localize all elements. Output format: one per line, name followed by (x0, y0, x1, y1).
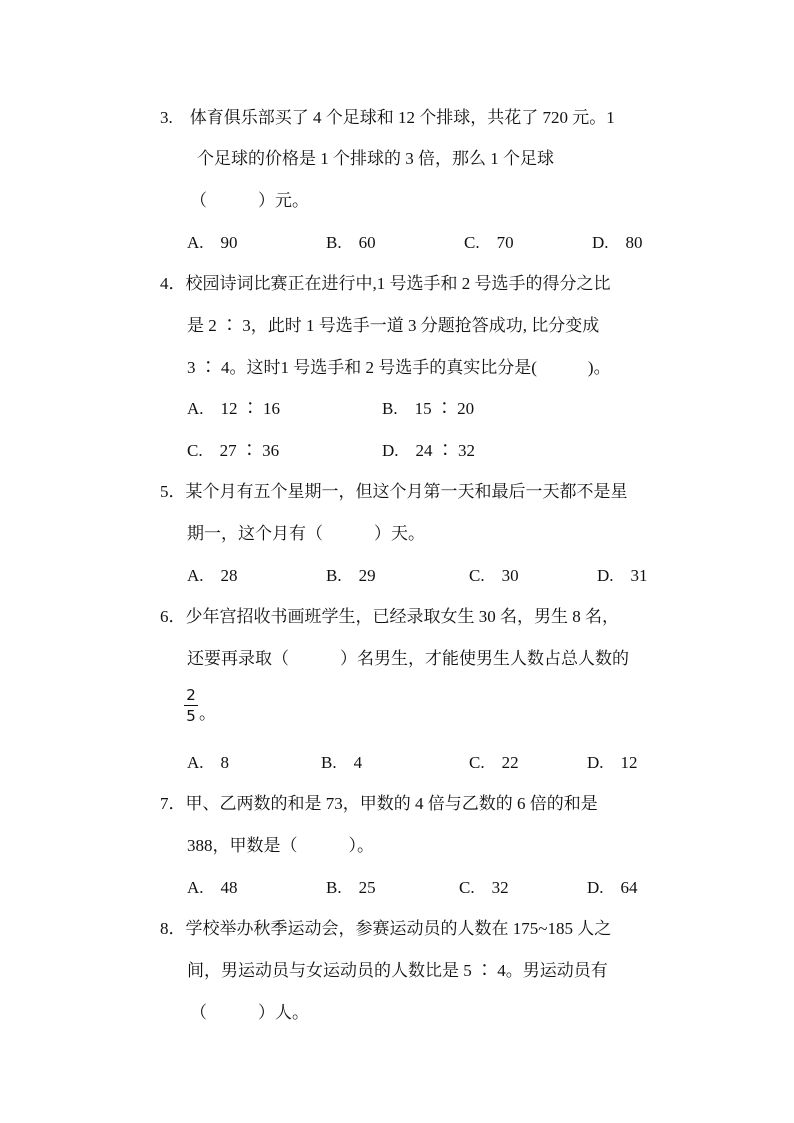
question-7-option-d[interactable]: D. 64 (587, 878, 638, 897)
fraction-bar (184, 705, 198, 706)
question-5-option-c[interactable]: C. 30 (469, 566, 519, 585)
question-8-line-1: 8．学校举办秋季运动会，参赛运动员的人数在 175~185 人之 (160, 919, 612, 938)
question-5-line-1: 5．某个月有五个星期一，但这个月第一天和最后一天都不是星 (160, 482, 628, 501)
question-5-option-a[interactable]: A. 28 (187, 566, 238, 585)
question-3-line-2: 个足球的价格是 1 个排球的 3 倍，那么 1 个足球 (197, 149, 554, 168)
question-7-option-b[interactable]: B. 25 (326, 878, 376, 897)
fraction-two-fifths (184, 686, 198, 725)
question-5-option-d[interactable]: D. 31 (597, 566, 648, 585)
question-6-option-a[interactable]: A. 8 (187, 753, 230, 772)
question-3-option-c[interactable]: C. 70 (464, 233, 514, 252)
question-4-option-a[interactable]: A. 12 ∶ 16 (187, 399, 281, 418)
question-7-line-2: 388，甲数是（ ）。 (187, 836, 374, 855)
question-6-line-1: 6．少年宫招收书画班学生，已经录取女生 30 名，男生 8 名， (160, 607, 619, 626)
question-6-option-d[interactable]: D. 12 (587, 753, 638, 772)
fraction-suffix: 。 (199, 704, 216, 723)
question-5-option-b[interactable]: B. 29 (326, 566, 376, 585)
question-3-option-b[interactable]: B. 60 (326, 233, 376, 252)
fraction-denominator: 5 (186, 707, 196, 725)
question-6-option-b[interactable]: B. 4 (321, 753, 363, 772)
question-4-line-3: 3 ∶ 4。这时1 号选手和 2 号选手的真实比分是( )。 (187, 358, 611, 377)
question-7-line-1: 7．甲、乙两数的和是 73，甲数的 4 倍与乙数的 6 倍的和是 (160, 794, 598, 813)
question-3-line-3: （ ）元。 (190, 191, 309, 210)
question-4-option-d[interactable]: D. 24 ∶ 32 (382, 441, 476, 460)
question-7-option-c[interactable]: C. 32 (459, 878, 509, 897)
question-7-option-a[interactable]: A. 48 (187, 878, 238, 897)
question-3-option-a[interactable]: A. 90 (187, 233, 238, 252)
question-6-option-c[interactable]: C. 22 (469, 753, 519, 772)
question-3-option-d[interactable]: D. 80 (592, 233, 643, 252)
question-4-option-c[interactable]: C. 27 ∶ 36 (187, 441, 280, 460)
question-4-line-1: 4．校园诗词比赛正在进行中,1 号选手和 2 号选手的得分之比 (160, 274, 611, 293)
question-4-option-b[interactable]: B. 15 ∶ 20 (382, 399, 475, 418)
question-5-line-2: 期一，这个月有（ ）天。 (187, 524, 425, 543)
question-3-line-1: 3. 体育俱乐部买了 4 个足球和 12 个排球，共花了 720 元。1 (160, 108, 615, 127)
question-8-line-3: （ ）人。 (190, 1003, 309, 1022)
question-8-line-2: 间，男运动员与女运动员的人数比是 5 ∶ 4。男运动员有 (187, 961, 608, 980)
fraction-numerator: 2 (186, 686, 196, 704)
question-6-line-2: 还要再录取（ ）名男生，才能使男生人数占总人数的 (187, 649, 629, 668)
question-4-line-2: 是 2 ∶ 3，此时 1 号选手一道 3 分题抢答成功, 比分变成 (187, 316, 600, 335)
